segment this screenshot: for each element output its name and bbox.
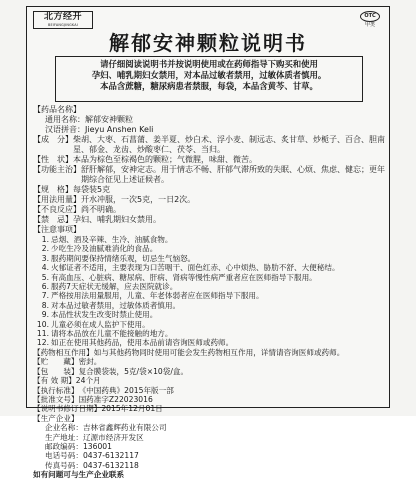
cautions-label: 【注意事项】: [33, 225, 81, 234]
field-row: [33, 165, 385, 185]
approval-label: 【批准文号】: [33, 394, 79, 404]
approval-value: 国药准字Z22023016: [78, 394, 153, 404]
manufacturer-row-label: 企业名称：: [45, 423, 83, 433]
pinyin-label: 汉语拼音：: [45, 125, 85, 134]
storage-row: [33, 357, 385, 366]
list-item: [33, 273, 385, 282]
manufacturer-row: [45, 433, 385, 442]
standard-value: 《中国药典》2015年版一部: [78, 385, 174, 395]
item-text: 有高血压、心脏病、糖尿病、肝病、肾病等慢性病严重者应在医师指导下服用。: [51, 272, 317, 282]
item-number: 10.: [36, 319, 49, 329]
manufacturer-details: [33, 423, 385, 470]
appearance-value: 本品为棕色至棕褐色的颗粒；气微腥，味甜、微苦。: [73, 155, 257, 164]
field-row: [33, 135, 385, 155]
manufacturer-row-value: 吉林省鑫辉药业有限公司: [82, 423, 167, 433]
cautions-header: [33, 225, 385, 235]
package-label: 【包 装】: [33, 366, 79, 376]
validity-row: [33, 376, 385, 385]
drug-name-header: [33, 105, 385, 115]
ingredients-label: 【成 分】: [33, 135, 73, 144]
ingredients-value: 柴胡、大枣、石菖蒲、姜半夏、炒白术、浮小麦、制远志、炙甘草、炒栀子、百合、胆南星、郁金、龙齿、炒酸枣仁、茯苓、当归。: [73, 135, 385, 154]
field-row: [33, 205, 385, 215]
common-name-row: [33, 115, 385, 125]
pinyin-value: Jieyu Anshen Keli: [85, 125, 154, 134]
notice-line: 请仔细阅读说明书并按说明使用或在药师指导下购买和使用: [100, 59, 318, 69]
manufacturer-row-label: 传真号码：: [45, 460, 83, 470]
item-text: 本品性状发生改变时禁止使用。: [51, 310, 158, 320]
manufacturer-row-value: 辽源市经济开发区: [82, 432, 144, 442]
validity-value: 24个月: [75, 376, 101, 386]
drug-name-label: 【药品名称】: [33, 105, 81, 114]
indications-label: 【功能主治】: [33, 165, 81, 174]
notice-line: 本品含蔗糖，糖尿病患者禁服，每袋，本品含黄芩、甘草。: [100, 80, 318, 91]
revision-value: 2015年12月01日: [101, 404, 163, 414]
interactions-row: [33, 348, 385, 357]
list-item: [33, 291, 385, 300]
item-text: 请将本品放在儿童不能接触的地方。: [51, 329, 173, 339]
list-item: [33, 301, 385, 310]
common-name-label: 通用名称：: [45, 115, 85, 124]
item-text: 忌烟、酒及辛辣、生冷、油腻食物。: [51, 235, 173, 244]
standard-row: [33, 386, 385, 395]
interactions-value: 如与其他药物同时使用可能会发生药物相互作用，详情请咨询医师或药师。: [93, 347, 345, 357]
item-text: 少吃生冷及油腻难消化的食品。: [51, 244, 158, 254]
otc-class-label: 甲类: [364, 22, 375, 28]
notice-line: 孕妇、哺乳期妇女禁用，对本品过敏者禁用，过敏体质者慎用。: [91, 69, 327, 80]
dosage-label: 【用法用量】: [33, 195, 81, 204]
item-text: 对本品过敏者禁用，过敏体质者慎用。: [51, 300, 181, 310]
revision-label: 【说明书修订日期】: [33, 404, 102, 414]
approval-row: [33, 395, 385, 404]
body-content: [33, 105, 385, 480]
field-row: [33, 195, 385, 205]
manufacturer-row: [45, 442, 385, 451]
pinyin-row: [33, 125, 385, 135]
item-text: 儿童必须在成人监护下使用。: [51, 319, 150, 329]
brand-logo: [33, 11, 93, 29]
list-item: [33, 310, 385, 319]
specification-value: 每袋装5克: [73, 185, 111, 194]
item-number: 2.: [41, 244, 49, 254]
otc-mark: [359, 11, 381, 29]
standard-label: 【执行标准】: [33, 385, 79, 395]
list-item: [33, 338, 385, 347]
item-number: 8.: [41, 300, 49, 310]
item-number: 7.: [41, 291, 49, 301]
manufacturer-row: [45, 423, 385, 432]
package-row: [33, 367, 385, 376]
item-text: 服药7天症状无缓解，应去医院就诊。: [51, 282, 178, 292]
list-item: [33, 263, 385, 272]
item-number: 3.: [41, 253, 49, 263]
item-number: 11.: [36, 329, 49, 339]
interactions-label: 【药物相互作用】: [33, 347, 94, 357]
item-number: 12.: [36, 338, 49, 348]
package-value: 复合膜袋装，5克/袋×10袋/盒。: [78, 366, 189, 376]
specification-label: 【规 格】: [33, 185, 73, 194]
manufacturer-row-value: 0437-6132117: [82, 451, 139, 461]
appearance-label: 【性 状】: [33, 155, 73, 164]
indications-value: 舒肝解郁，安神定志。用于情志不畅、肝郁气滞所致的失眠、心烦、焦虑、健忘；更年期综合征见上述证候者。: [81, 165, 385, 184]
adverse-reactions-label: 【不良反应】: [33, 205, 81, 214]
list-item: [33, 254, 385, 263]
storage-label: 【贮 藏】: [33, 357, 79, 367]
item-text: 火郁证者不适用，主要表现为口苦咽干、面色红赤、心中烦热、胁肋不舒、大便秘结。: [51, 263, 340, 273]
item-number: 6.: [41, 282, 49, 292]
otc-oval-icon: OTC: [360, 11, 380, 22]
item-text: 如正在使用其他药品，使用本品前请咨询医师或药师。: [51, 338, 234, 348]
manufacturer-header: [33, 414, 385, 423]
logo-chinese-text: 北方经开: [43, 12, 82, 22]
item-number: 9.: [41, 310, 49, 320]
field-row: [33, 155, 385, 165]
manufacturer-row: [45, 461, 385, 470]
dosage-value: 开水冲服，一次5克，一日2次。: [81, 195, 196, 204]
document-frame: [26, 6, 390, 480]
manufacturer-row-label: 电话号码：: [45, 451, 83, 461]
adverse-reactions-value: 尚不明确。: [81, 205, 121, 214]
manufacturer-row-value: 0437-6132118: [82, 460, 139, 470]
common-name-value: 解郁安神颗粒: [85, 115, 133, 124]
manufacturer-label: 【生产企业】: [33, 413, 79, 423]
item-number: 1.: [41, 235, 49, 244]
notice-text: [43, 59, 375, 91]
contact-footer: 如有问题可与生产企业联系: [33, 470, 125, 480]
item-number: 4.: [41, 263, 49, 273]
item-text: 服药期间要保持情绪乐观，切忌生气恼怒。: [51, 253, 196, 263]
validity-label: 【有 效 期】: [33, 376, 76, 386]
manufacturer-row-label: 生产地址：: [45, 432, 83, 442]
cautions-list: [33, 235, 385, 348]
revision-row: [33, 404, 385, 413]
list-item: [33, 244, 385, 253]
logo-english-text: BEIFANGJINGKAI: [47, 23, 79, 27]
manufacturer-row: [45, 451, 385, 460]
list-item: [33, 320, 385, 329]
item-text: 严格按用法用量服用，儿童、年老体弱者应在医师指导下服用。: [51, 291, 264, 301]
list-item: [33, 235, 385, 244]
contraindications-value: 孕妇、哺乳期妇女禁用。: [73, 215, 161, 224]
manufacturer-row-label: 邮政编码：: [45, 441, 83, 451]
document-title: 解郁安神颗粒说明书: [109, 31, 307, 55]
field-row: [33, 185, 385, 195]
manufacturer-row-value: 136001: [82, 441, 112, 451]
storage-value: 密封。: [78, 357, 102, 367]
item-number: 5.: [41, 272, 49, 282]
contraindications-label: 【禁 忌】: [33, 215, 73, 224]
field-row: [33, 215, 385, 225]
